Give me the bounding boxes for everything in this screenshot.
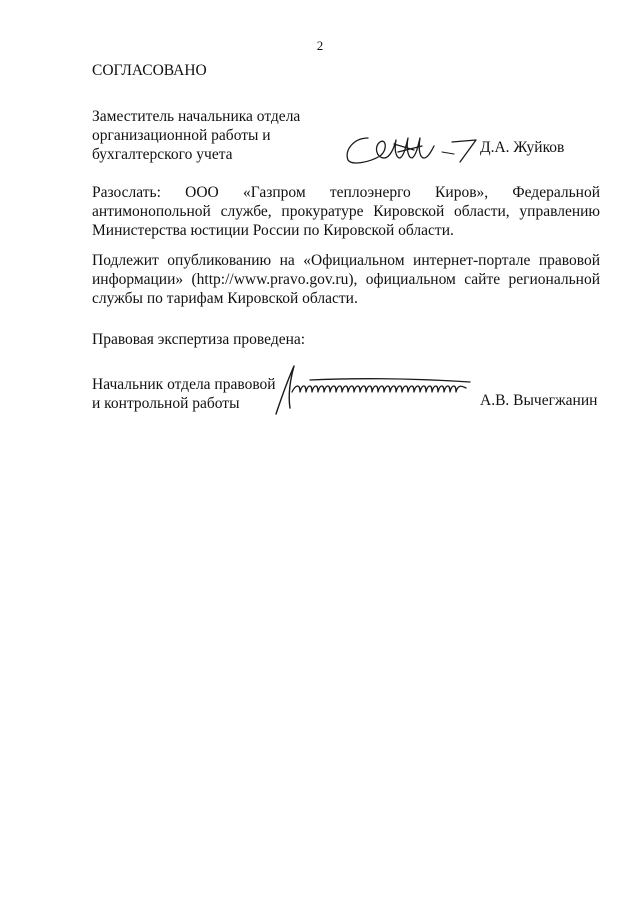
publication-line: Подлежит опубликованию на «Официальном интернет-портале правовой xyxy=(92,252,600,269)
vychegzhanin-signature xyxy=(270,362,475,417)
publication-line: службы по тарифам Кировской области. xyxy=(92,290,358,307)
approval-name: Д.А. Жуйков xyxy=(480,139,565,156)
page-number: 2 xyxy=(316,38,324,53)
legal-review-text: Правовая экспертиза проведена: xyxy=(92,331,306,348)
distribution-line: Разослать: ООО «Газпром теплоэнерго Киров», Федеральной xyxy=(92,184,600,201)
distribution-line: антимонопольной службе, прокуратуре Кировской области, управлению xyxy=(92,203,600,220)
approval-position xyxy=(92,107,300,164)
approval-position-line: бухгалтерского учета xyxy=(92,146,233,163)
legal-review-position-line: Начальник отдела правовой xyxy=(92,376,276,393)
legal-review-name: А.В. Вычегжанин xyxy=(480,392,598,409)
approval-position-line: Заместитель начальника отдела xyxy=(92,108,301,125)
approval-position-line: организационной работы и xyxy=(92,127,271,144)
publication-line: информации» (http://www.pravo.gov.ru), официальном сайте региональной xyxy=(92,271,600,288)
zhuikov-signature xyxy=(340,128,480,168)
legal-review-position xyxy=(92,375,276,413)
distribution-line: Министерства юстиции России по Кировской области. xyxy=(92,222,454,239)
publication-paragraph xyxy=(92,251,600,308)
legal-review-position-line: и контрольной работы xyxy=(92,395,240,412)
distribution-paragraph xyxy=(92,183,600,240)
approval-heading: СОГЛАСОВАНО xyxy=(92,62,207,79)
